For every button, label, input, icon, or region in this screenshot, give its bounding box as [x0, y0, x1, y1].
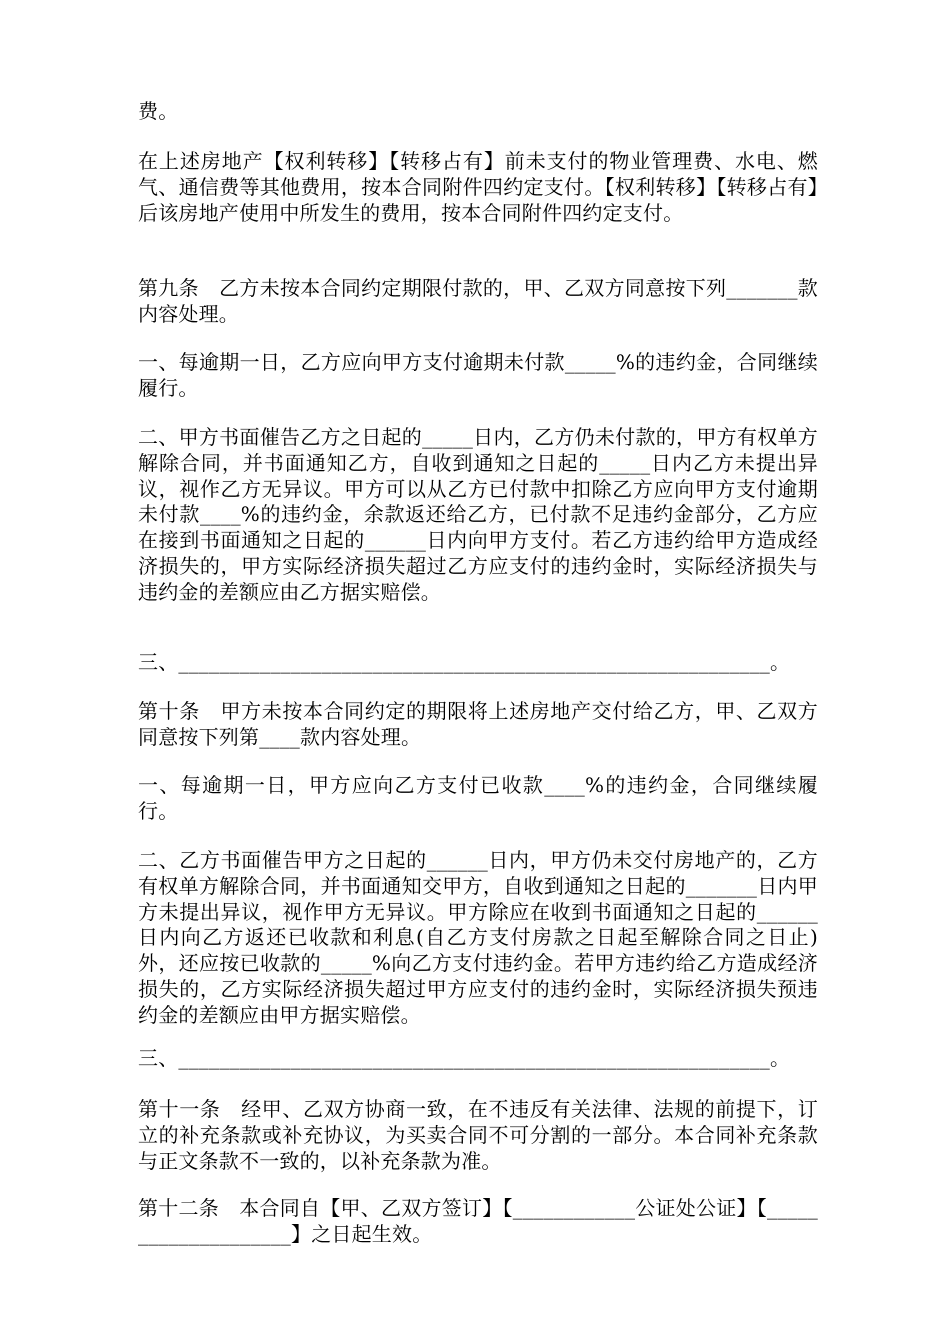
article-10-heading: 第十条 甲方未按本合同约定的期限将上述房地产交付给乙方，甲、乙双方同意按下列第____款内容处理。	[138, 699, 818, 749]
article-9-item-2: 二、甲方书面催告乙方之日起的_____日内，乙方仍未付款的，甲方有权单方解除合同，并书面通知乙方，自收到通知之日起的_____日内乙方未提出异议，视作乙方无异议。甲方可以从乙方已付款中扣除乙方应向甲方支付逾期未付款____%的违约金，余款返还给乙方，已付款不足违约金部分，乙方应在接到书面通知之日起的______日内向甲方支付。若乙方违约给甲方造成经济损失的，甲方实际经济损失超过乙方应支付的违约金时，实际经济损失与违约金的差额应由乙方据实赔偿。	[138, 425, 818, 604]
article-10-item-2: 二、乙方书面催告甲方之日起的______日内，甲方仍未交付房地产的，乙方有权单方解除合同，并书面通知交甲方，自收到通知之日起的_______日内甲方未提出异议，视作甲方无异议。甲方除应在收到书面通知之日起的______日内向乙方返还已收款和利息(自乙方支付房款之日起至解除合同之日止)外，还应按已收款的_____%向乙方支付违约金。若甲方违约给乙方造成经济损失的，乙方实际经济损失超过甲方应支付的违约金时，实际经济损失预违约金的差额应由甲方据实赔偿。	[138, 848, 818, 1027]
article-9-item-1: 一、每逾期一日，乙方应向甲方支付逾期未付款_____%的违约金，合同继续履行。	[138, 350, 818, 400]
paragraph-other-fees: 在上述房地产【权利转移】【转移占有】前未支付的物业管理费、水电、燃气、通信费等其他费用，按本合同附件四约定支付。【权利转移】【转移占有】后该房地产使用中所发生的费用，按本合同附件四约定支付。	[138, 149, 818, 225]
article-9-heading: 第九条 乙方未按本合同约定期限付款的，甲、乙双方同意按下列_______款内容处理。	[138, 276, 818, 326]
article-10-item-1: 一、每逾期一日，甲方应向乙方支付已收款____%的违约金，合同继续履行。	[138, 773, 818, 823]
article-12: 第十二条 本合同自【甲、乙双方签订】【____________公证处公证】【____________________】之日起生效。	[138, 1196, 818, 1246]
article-9-item-3: 三、__________________________________________________________。	[138, 650, 791, 674]
paragraph-fee-continuation: 费。	[138, 99, 179, 123]
article-11: 第十一条 经甲、乙双方协商一致，在不违反有关法律、法规的前提下，订立的补充条款或补充协议，为买卖合同不可分割的一部分。本合同补充条款与正文条款不一致的，以补充条款为准。	[138, 1097, 818, 1173]
article-10-item-3: 三、__________________________________________________________。	[138, 1046, 791, 1070]
